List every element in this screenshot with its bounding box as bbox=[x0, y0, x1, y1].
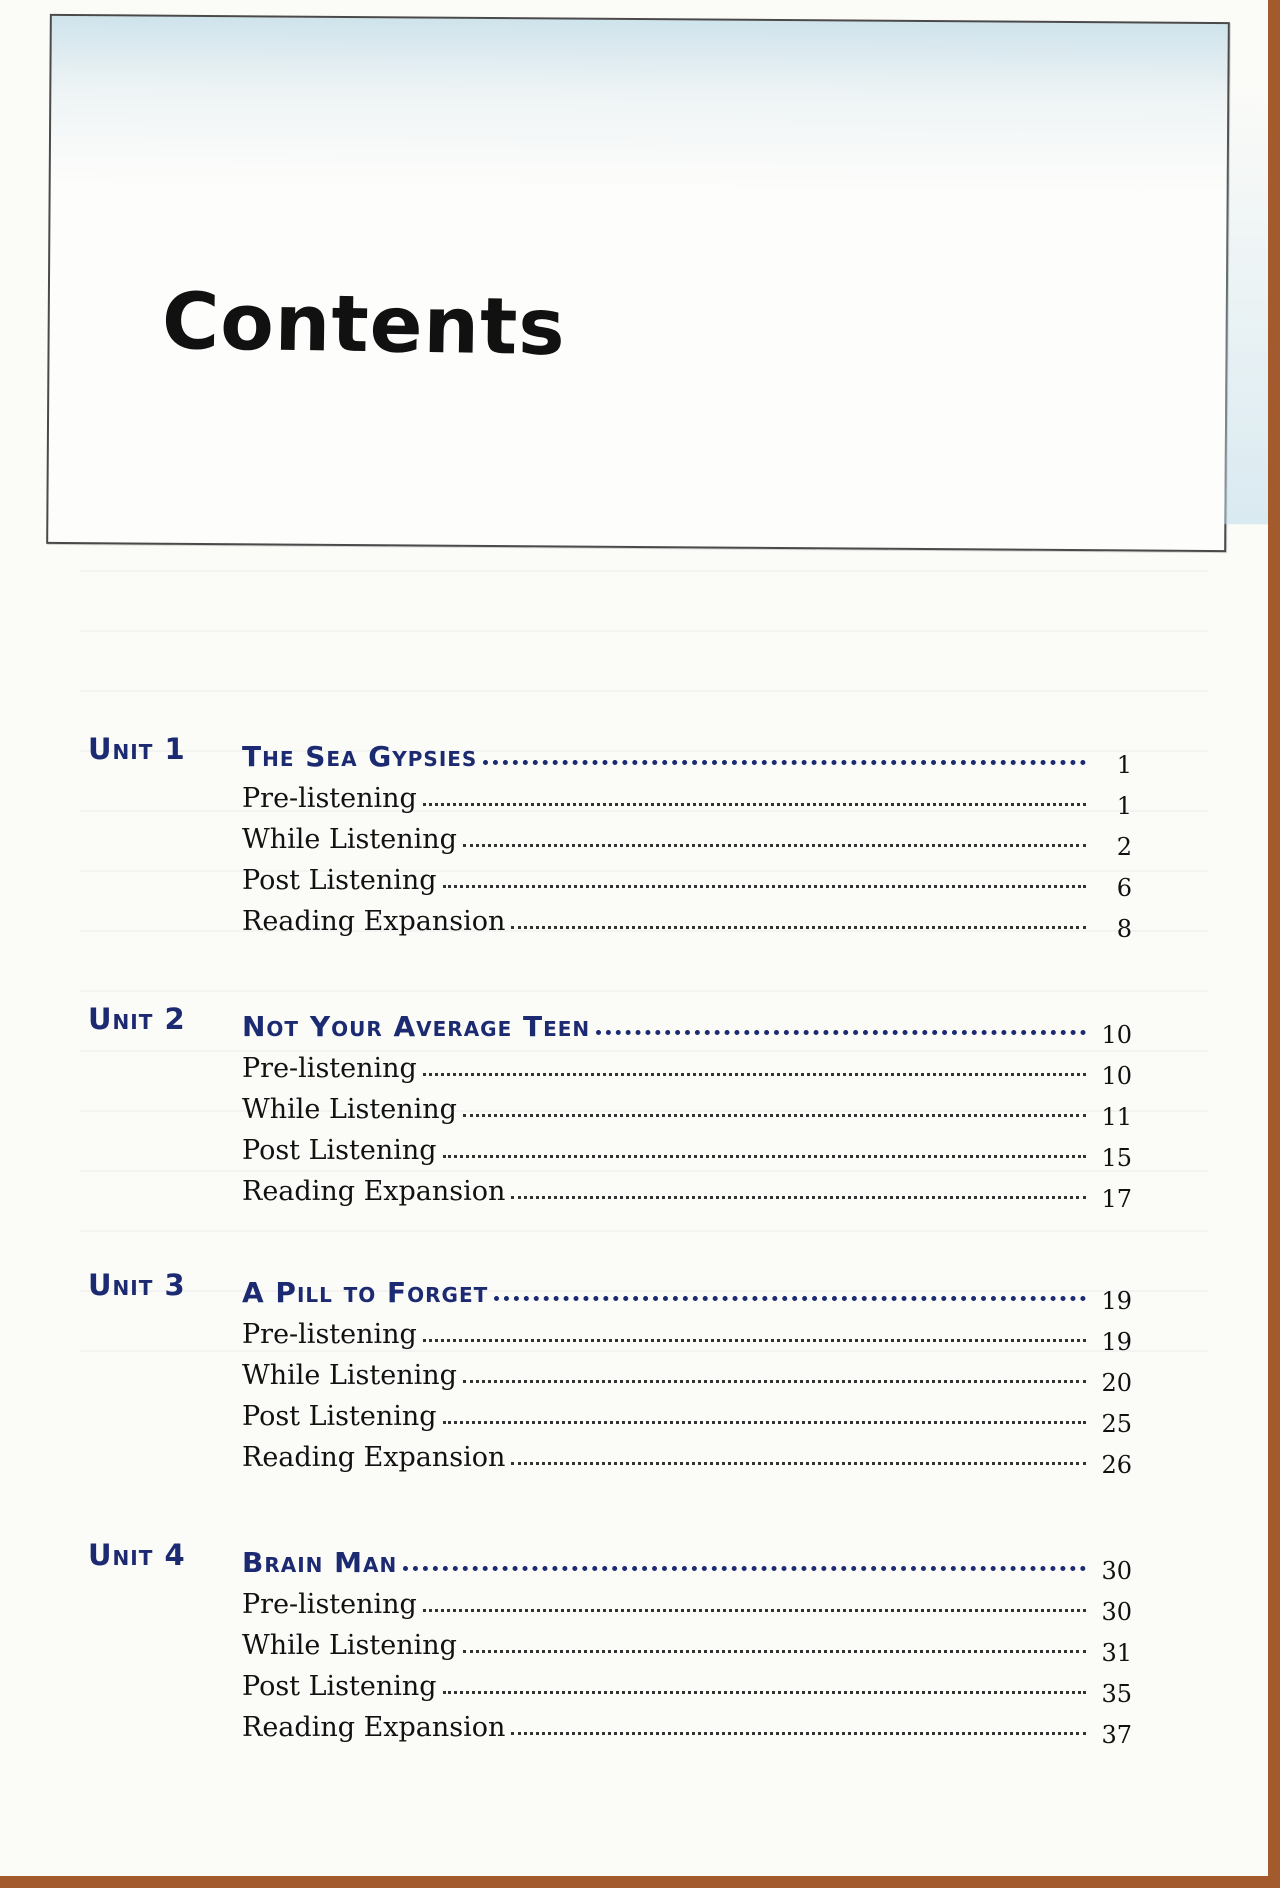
page-number: 6 bbox=[1116, 874, 1132, 902]
section-entry-label: Reading Expansion bbox=[242, 1712, 506, 1743]
unit-title-entry[interactable] bbox=[242, 1268, 1132, 1315]
section-entry[interactable] bbox=[242, 1391, 1132, 1438]
section-entry[interactable] bbox=[242, 1043, 1132, 1090]
section-entry-label: Pre-listening bbox=[242, 1053, 417, 1084]
dot-leader bbox=[443, 885, 1086, 888]
unit-title-entry-label: Brain Man bbox=[242, 1546, 398, 1579]
section-entry[interactable] bbox=[242, 1661, 1132, 1708]
section-entry-label: While Listening bbox=[242, 824, 457, 855]
section-entry[interactable] bbox=[242, 1432, 1132, 1479]
section-entry[interactable] bbox=[242, 1125, 1132, 1172]
section-entry-label: Post Listening bbox=[242, 1135, 437, 1166]
section-entry-label: Reading Expansion bbox=[242, 906, 506, 937]
toc-unit bbox=[88, 1002, 1138, 1232]
section-entry-label: Pre-listening bbox=[242, 783, 417, 814]
page-number: 19 bbox=[1101, 1328, 1132, 1356]
section-entry-label: While Listening bbox=[242, 1360, 457, 1391]
page-number: 15 bbox=[1101, 1144, 1132, 1172]
dot-leader bbox=[443, 1691, 1086, 1694]
page-number: 31 bbox=[1101, 1639, 1132, 1667]
unit-label: Unit 4 bbox=[88, 1538, 186, 1572]
bleed-through-line bbox=[80, 690, 1208, 692]
page-number: 1 bbox=[1116, 751, 1132, 779]
unit-title-entry[interactable] bbox=[242, 732, 1132, 779]
section-entry[interactable] bbox=[242, 1702, 1132, 1749]
section-entry-label: Post Listening bbox=[242, 1401, 437, 1432]
page-number: 11 bbox=[1101, 1103, 1132, 1131]
dot-leader bbox=[403, 1566, 1086, 1571]
unit-label: Unit 1 bbox=[88, 732, 186, 766]
dot-leader bbox=[423, 1609, 1086, 1612]
unit-entries bbox=[242, 1002, 1132, 1213]
unit-label: Unit 2 bbox=[88, 1002, 186, 1036]
toc-unit bbox=[88, 732, 1138, 962]
toc-unit bbox=[88, 1268, 1138, 1498]
section-entry[interactable] bbox=[242, 773, 1132, 820]
page-number: 19 bbox=[1101, 1287, 1132, 1315]
page-number: 8 bbox=[1116, 915, 1132, 943]
dot-leader bbox=[463, 1114, 1086, 1117]
unit-title-entry-label: A Pill to Forget bbox=[242, 1276, 489, 1309]
section-entry-label: Reading Expansion bbox=[242, 1176, 506, 1207]
unit-title-entry[interactable] bbox=[242, 1538, 1132, 1585]
unit-title-entry-label: The Sea Gypsies bbox=[242, 740, 478, 773]
unit-title-entry[interactable] bbox=[242, 1002, 1132, 1049]
page-number: 10 bbox=[1101, 1062, 1132, 1090]
section-entry-label: Pre-listening bbox=[242, 1319, 417, 1350]
page-number: 1 bbox=[1116, 792, 1132, 820]
dot-leader bbox=[443, 1155, 1086, 1158]
section-entry[interactable] bbox=[242, 1084, 1132, 1131]
dot-leader bbox=[483, 760, 1086, 765]
unit-entries bbox=[242, 732, 1132, 943]
section-entry-label: Post Listening bbox=[242, 1671, 437, 1702]
section-entry[interactable] bbox=[242, 1620, 1132, 1667]
page-number: 30 bbox=[1101, 1598, 1132, 1626]
dot-leader bbox=[596, 1030, 1086, 1035]
page-number: 35 bbox=[1101, 1680, 1132, 1708]
dot-leader bbox=[494, 1296, 1086, 1301]
unit-entries bbox=[242, 1538, 1132, 1749]
page-number: 2 bbox=[1116, 833, 1132, 861]
dot-leader bbox=[463, 1380, 1086, 1383]
bleed-through-line bbox=[80, 570, 1208, 572]
section-entry-label: Reading Expansion bbox=[242, 1442, 506, 1473]
unit-title-entry-label: Not Your Average Teen bbox=[242, 1010, 591, 1043]
bleed-through-line bbox=[80, 990, 1208, 992]
toc-unit bbox=[88, 1538, 1138, 1768]
page-number: 26 bbox=[1101, 1451, 1132, 1479]
section-entry[interactable] bbox=[242, 1166, 1132, 1213]
page-number: 20 bbox=[1101, 1369, 1132, 1397]
unit-entries bbox=[242, 1268, 1132, 1479]
section-entry-label: While Listening bbox=[242, 1630, 457, 1661]
section-entry-label: Pre-listening bbox=[242, 1589, 417, 1620]
page-number: 25 bbox=[1101, 1410, 1132, 1438]
section-entry-label: While Listening bbox=[242, 1094, 457, 1125]
dot-leader bbox=[511, 926, 1086, 929]
dot-leader bbox=[511, 1196, 1086, 1199]
dot-leader bbox=[511, 1732, 1086, 1735]
dot-leader bbox=[423, 1339, 1086, 1342]
dot-leader bbox=[511, 1462, 1086, 1465]
section-entry[interactable] bbox=[242, 855, 1132, 902]
section-entry-label: Post Listening bbox=[242, 865, 437, 896]
section-entry[interactable] bbox=[242, 896, 1132, 943]
page-number: 17 bbox=[1101, 1185, 1132, 1213]
section-entry[interactable] bbox=[242, 1309, 1132, 1356]
page-number: 37 bbox=[1101, 1721, 1132, 1749]
dot-leader bbox=[423, 1073, 1086, 1076]
dot-leader bbox=[443, 1421, 1086, 1424]
bleed-through-line bbox=[80, 630, 1208, 632]
section-entry[interactable] bbox=[242, 814, 1132, 861]
page-number: 30 bbox=[1101, 1557, 1132, 1585]
section-entry[interactable] bbox=[242, 1579, 1132, 1626]
dot-leader bbox=[423, 803, 1086, 806]
page-number: 10 bbox=[1101, 1021, 1132, 1049]
section-entry[interactable] bbox=[242, 1350, 1132, 1397]
unit-label: Unit 3 bbox=[88, 1268, 186, 1302]
page-title: Contents bbox=[161, 276, 567, 374]
dot-leader bbox=[463, 1650, 1086, 1653]
dot-leader bbox=[463, 844, 1086, 847]
